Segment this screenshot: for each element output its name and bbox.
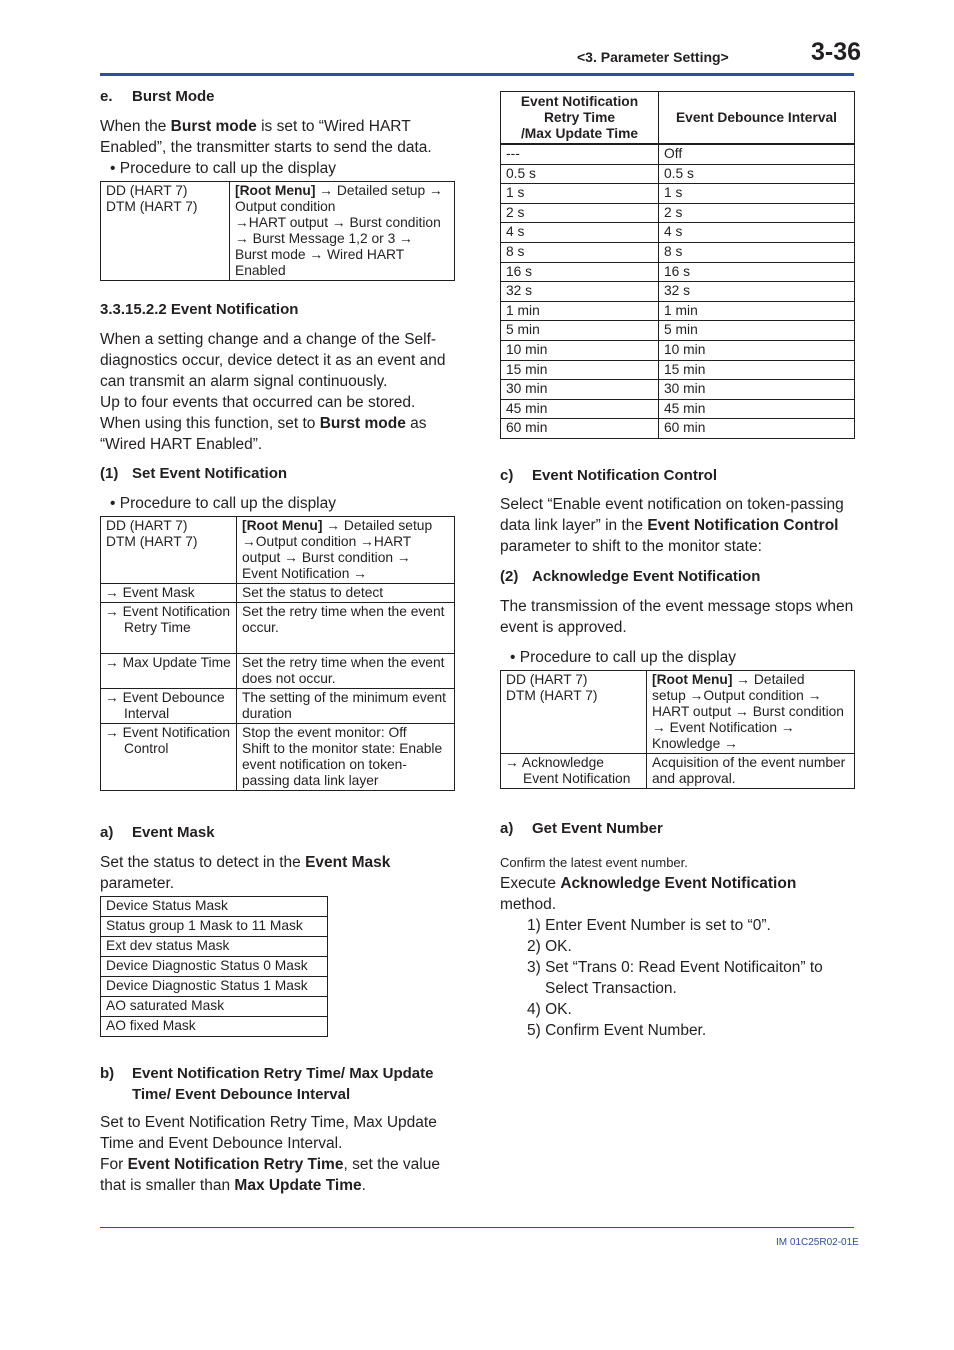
table-row: Device Diagnostic Status 1 Mask (101, 977, 328, 997)
control-paragraph: Select “Enable event notification on token-passing data link layer” in the Event Notification Control parameter to shift to the monitor state: (500, 496, 844, 555)
debounce-interval-cell: 4 s (659, 223, 855, 243)
debounce-interval-cell: 30 min (659, 380, 855, 400)
set-event-table: DD (HART 7) DTM (HART 7) [Root Menu] → Detailed setup →Output condition →HART output → Burst condition → Event Notification → → Event Mask Set the status to detect → Event Notification Retry Time Set the retry time when the event occur. → Max Update Time Set the retry time when the event does not occur. → Event Debounce Interval The setting of the minimum event duration → Event Notification Control Stop the event monitor: Off Shift to the monitor state: Enable event notification on token-passing data link layer (100, 516, 455, 791)
get-event-steps (527, 915, 823, 1041)
event-notification-paragraph: When a setting change and a change of the Self- diagnostics occur, device detect it as an event and can transmit an alarm signal continuously. Up to four events that occurred can be stored. When using this function, set to Burst mode as “Wired HART Enabled”. (100, 331, 446, 453)
set-event-heading: (1) Set Event Notification (100, 465, 288, 482)
debounce-interval-cell: 16 s (659, 262, 855, 282)
burst-mode-heading: e. Burst Mode (100, 88, 215, 105)
table-row: → Event Mask Set the status to detect (101, 584, 455, 603)
header-section-title: <3. Parameter Setting> (577, 49, 729, 65)
ack-heading: (2) Acknowledge Event Notification (500, 568, 761, 585)
table-row: → Event Notification Control Stop the event monitor: Off Shift to the monitor state: Enable event notification on token-passing data link layer (101, 724, 455, 791)
ack-bullet: • Procedure to call up the display (510, 649, 736, 666)
get-event-paragraph: Execute Acknowledge Event Notification method. (500, 875, 797, 913)
debounce-interval-cell: 8 s (659, 242, 855, 262)
table-row: → Event Notification Retry Time Set the retry time when the event occur. (101, 603, 455, 654)
retry-time-cell: 5 min (501, 321, 659, 341)
page-number: 3-36 (811, 38, 862, 66)
list-item: Select Transaction. (545, 980, 677, 997)
debounce-interval-cell: 5 min (659, 321, 855, 341)
debounce-interval-cell: 60 min (659, 419, 855, 439)
table-row (501, 360, 855, 380)
set-event-bullet: • Procedure to call up the display (110, 495, 336, 512)
debounce-interval-cell: 1 s (659, 184, 855, 204)
retry-time-cell: 60 min (501, 419, 659, 439)
retry-time-cell: 15 min (501, 360, 659, 380)
debounce-interval-cell: 45 min (659, 399, 855, 419)
burst-bullet: • Procedure to call up the display (110, 160, 336, 177)
retry-time-cell: 10 min (501, 340, 659, 360)
table-row (501, 242, 855, 262)
table-row: → Acknowledge Event Notification Acquisition of the event number and approval. (501, 754, 855, 789)
table-row: → Event Debounce Interval The setting of the minimum event duration (101, 689, 455, 724)
list-item: 4) OK. (527, 1001, 572, 1018)
event-mask-paragraph: Set the status to detect in the Event Mask parameter. (100, 854, 391, 892)
table-row (501, 419, 855, 439)
table-row: Device Status Mask (101, 897, 328, 917)
table-row (501, 321, 855, 341)
retry-time-cell: 1 s (501, 184, 659, 204)
list-item: 5) Confirm Event Number. (527, 1022, 707, 1039)
list-item: 1) Enter Event Number is set to “0”. (527, 917, 771, 934)
get-event-note: Confirm the latest event number. (500, 855, 688, 870)
table-row (501, 340, 855, 360)
retry-time-cell: 45 min (501, 399, 659, 419)
interval-table: Event Notification Retry Time /Max Update Time Event Debounce Interval --- Off 0.5 s 0.5 s 1 s 1 s 2 s 2 s 4 s 4 s 8 s 8 s 16 s 16 s 32 s 32 s 1 min 1 min 5 min 5 min 10 min 10 min 15 min 15 min 30 min 30 min 45 min 45 min 60 min 60 min (500, 91, 855, 439)
retry-time-cell: --- (501, 144, 659, 164)
table-row: Device Diagnostic Status 0 Mask (101, 957, 328, 977)
event-mask-heading: a) Event Mask (100, 824, 215, 841)
control-heading: c) Event Notification Control (500, 467, 717, 484)
debounce-interval-cell: 10 min (659, 340, 855, 360)
event-notification-heading: 3.3.15.2.2 Event Notification (100, 301, 299, 318)
table-row (501, 380, 855, 400)
burst-procedure-table: DD (HART 7) DTM (HART 7) [Root Menu] → Detailed setup → Output condition →HART output → Burst condition → Burst Message 1,2 or 3 → Burst mode → Wired HART Enabled (100, 181, 455, 281)
burst-mode-paragraph: When the Burst mode is set to “Wired HART Enabled”, the transmitter starts to send the data. (100, 118, 432, 156)
table-row: Status group 1 Mask to 11 Mask (101, 917, 328, 937)
retry-time-cell: 32 s (501, 282, 659, 302)
get-event-heading: a) Get Event Number (500, 820, 663, 837)
debounce-interval-cell: 0.5 s (659, 164, 855, 184)
table-row (501, 144, 855, 164)
table-row (501, 223, 855, 243)
event-mask-table (100, 896, 328, 1037)
table-row (501, 184, 855, 204)
table-row: AO fixed Mask (101, 1017, 328, 1037)
table-row (501, 301, 855, 321)
list-item: 3) Set “Trans 0: Read Event Notificaiton” to (527, 959, 823, 976)
document-id: IM 01C25R02-01E (776, 1237, 859, 1248)
retry-time-cell: 4 s (501, 223, 659, 243)
retry-time-cell: 2 s (501, 203, 659, 223)
table-row (501, 282, 855, 302)
debounce-interval-cell: 32 s (659, 282, 855, 302)
retry-time-cell: 16 s (501, 262, 659, 282)
table-row: AO saturated Mask (101, 997, 328, 1017)
ack-paragraph: The transmission of the event message stops when event is approved. (500, 598, 854, 636)
retry-time-cell: 30 min (501, 380, 659, 400)
list-item: 2) OK. (527, 938, 572, 955)
ack-procedure-table: DD (HART 7) DTM (HART 7) [Root Menu] → Detailed setup →Output condition → HART output → Burst condition → Event Notification → Knowledge → → Acknowledge Event Notification Acquisition of the event number and approval. (500, 670, 855, 789)
header-rule (100, 73, 854, 76)
table-row (501, 399, 855, 419)
footer-rule (100, 1227, 854, 1228)
retry-time-paragraph: Set to Event Notification Retry Time, Max Update Time and Event Debounce Interval. For Event Notification Retry Time, set the value that is smaller than Max Update Time. (100, 1114, 440, 1194)
debounce-interval-cell: 15 min (659, 360, 855, 380)
retry-time-heading: b) Event Notification Retry Time/ Max Update Time/ Event Debounce Interval (100, 1065, 434, 1103)
table-row: → Max Update Time Set the retry time when the event does not occur. (101, 654, 455, 689)
debounce-interval-cell: Off (659, 144, 855, 164)
retry-time-cell: 8 s (501, 242, 659, 262)
debounce-interval-cell: 2 s (659, 203, 855, 223)
debounce-interval-cell: 1 min (659, 301, 855, 321)
retry-time-cell: 0.5 s (501, 164, 659, 184)
table-row (501, 164, 855, 184)
table-row (501, 203, 855, 223)
retry-time-cell: 1 min (501, 301, 659, 321)
table-row: Ext dev status Mask (101, 937, 328, 957)
table-row (501, 262, 855, 282)
